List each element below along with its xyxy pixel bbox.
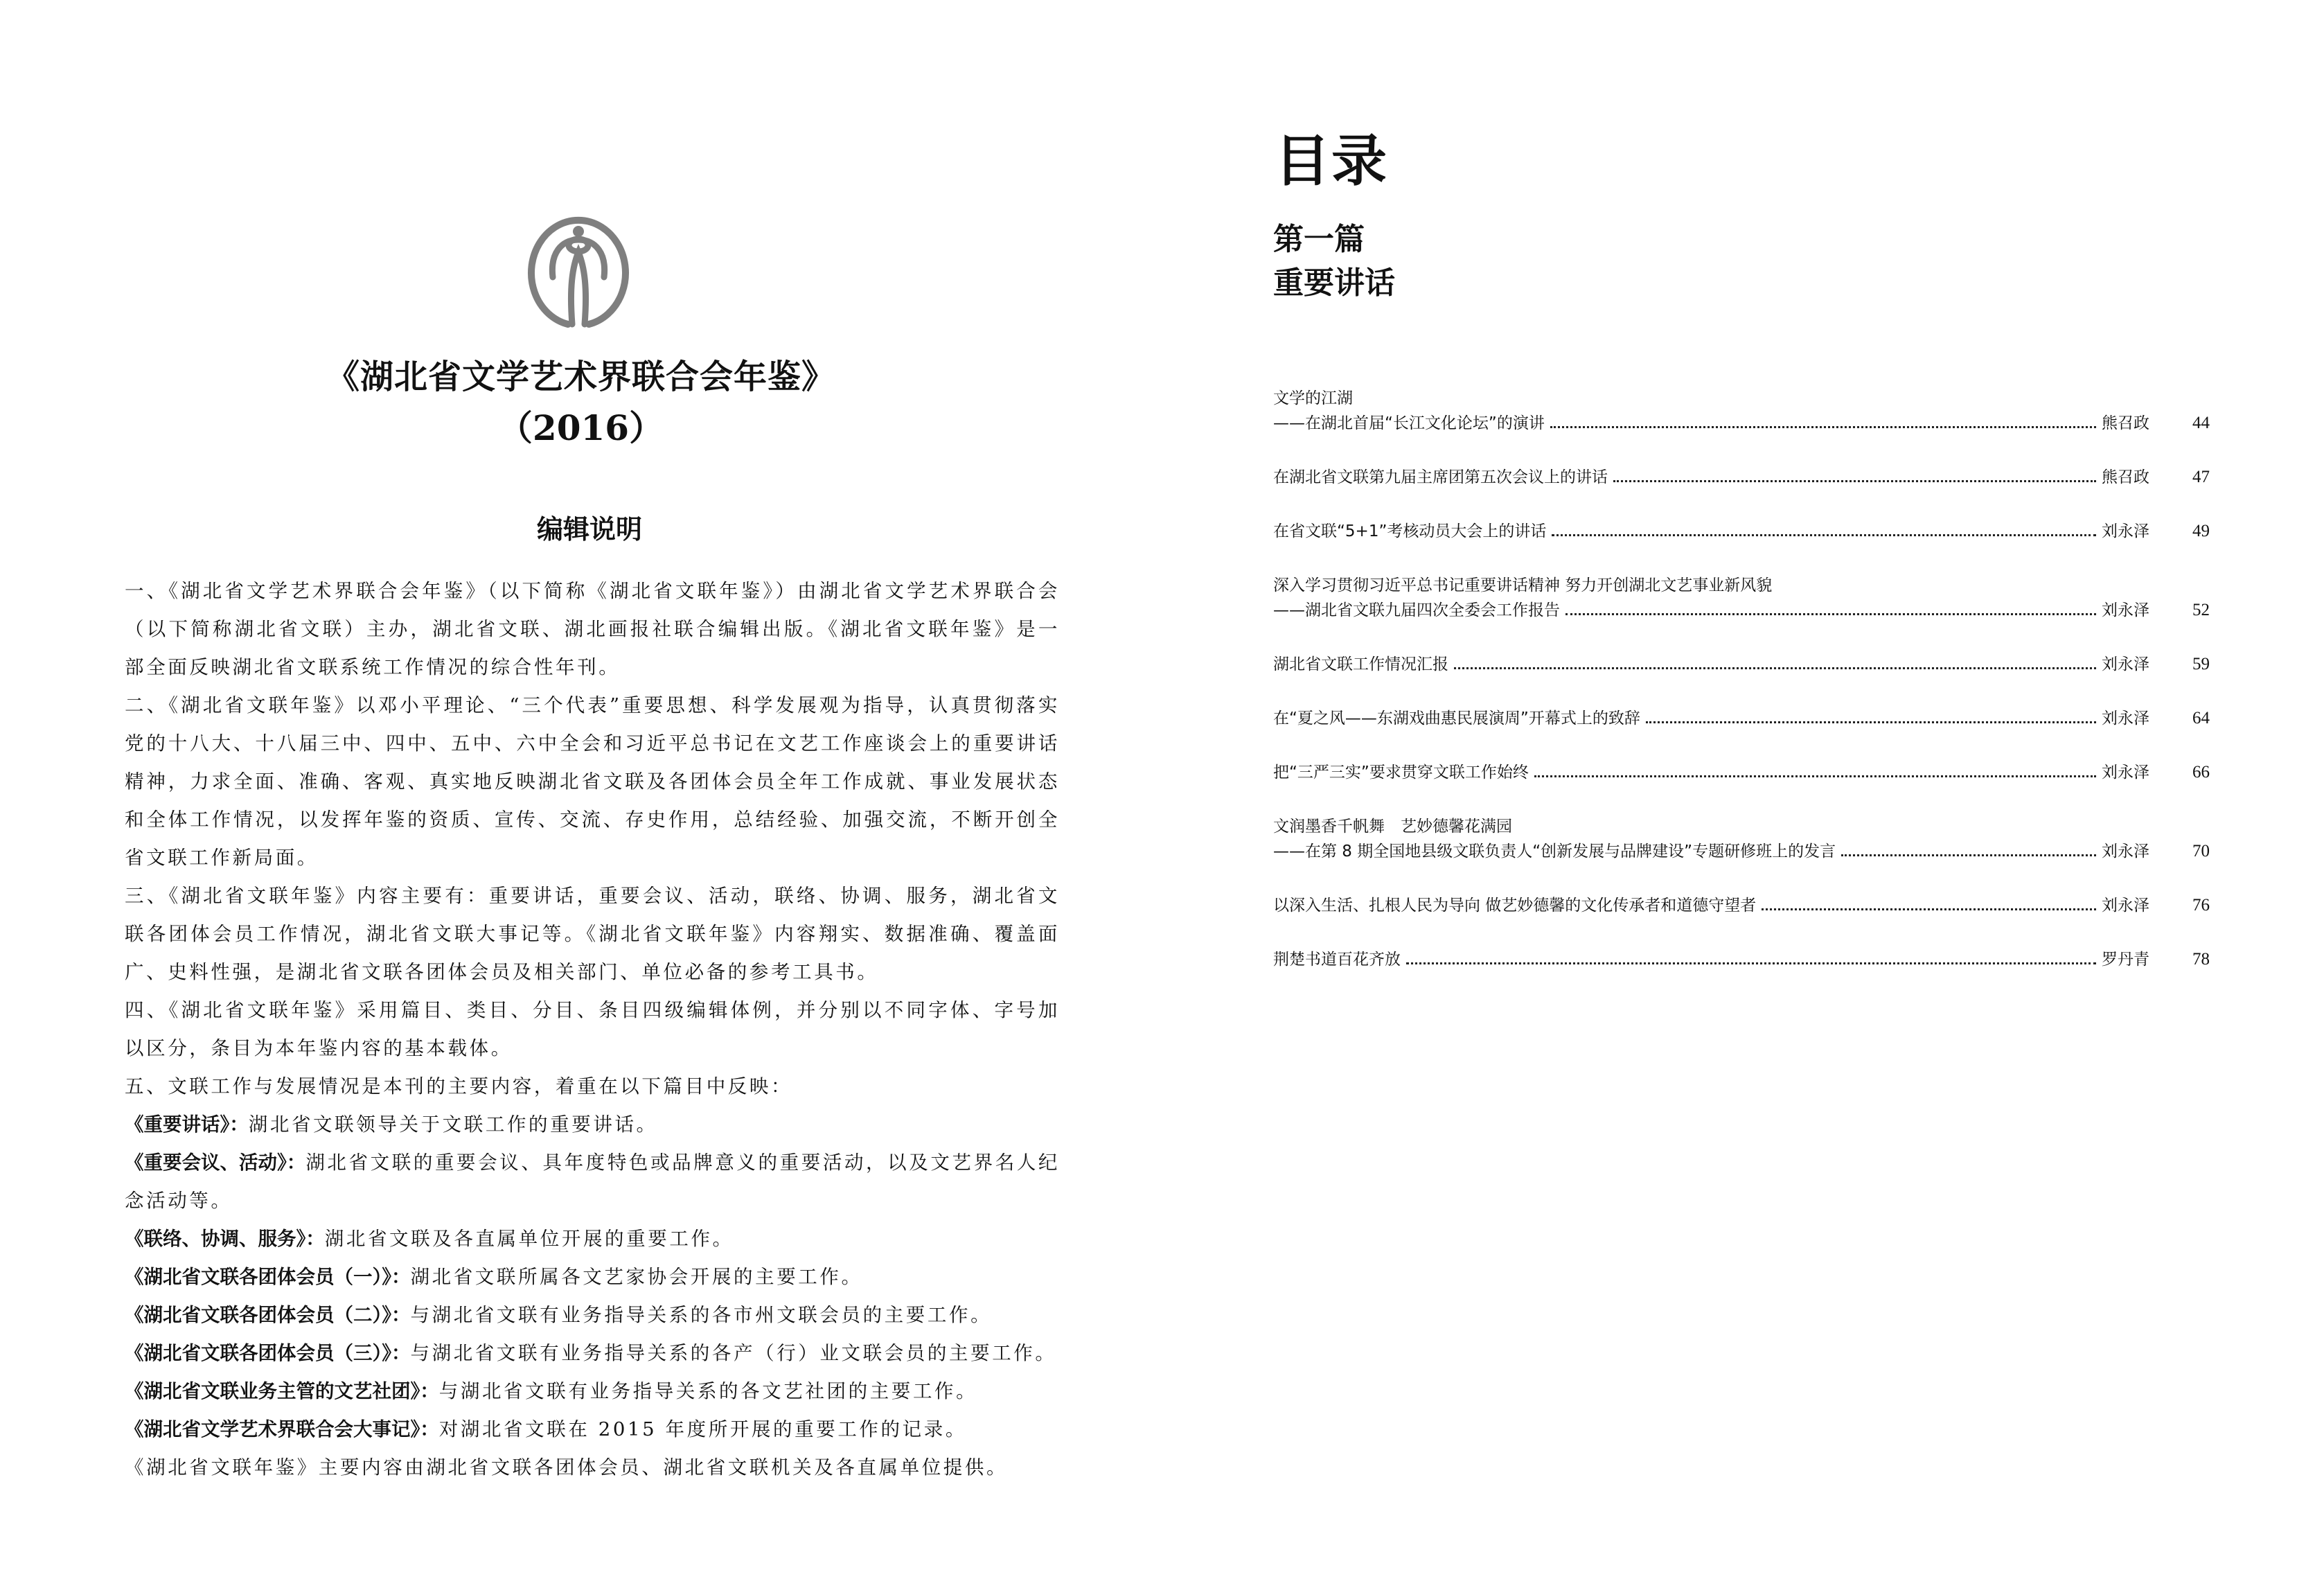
dot-leader [1565,612,2096,615]
toc-entry-page: 47 [2192,468,2210,486]
toc-entry-title: 把“三严三实”要求贯穿文联工作始终 [1273,764,1529,782]
section-description: 《湖北省文学艺术界联合会大事记》：对湖北省文联在 2015 年度所开展的重要工作的记录。 [125,1418,967,1440]
dot-leader [1534,775,2096,777]
section-label: 《湖北省文联各团体会员（三）》： [125,1342,411,1364]
toc-entry-subtitle: ——在第 8 期全国地县级文联负责人“创新发展与品牌建设”专题研修班上的发言 [1273,842,1836,861]
toc-entry-title: 深入学习贯彻习近平总书记重要讲话精神 努力开创湖北文艺事业新风貌 [1273,576,1773,594]
toc-entry-page: 52 [2192,601,2210,619]
dot-leader [1406,962,2096,964]
section-description: 《湖北省文联业务主管的文艺社团》：与湖北省文联有业务指导关系的各文艺社团的主要工作。 [125,1380,978,1402]
toc-entry-title: 在“夏之风——东湖戏曲惠民展演周”开幕式上的致辞 [1273,709,1640,727]
section-label: 《湖北省文联业务主管的文艺社团》： [125,1380,439,1402]
toc-entry-author: 罗丹青 [2102,951,2149,969]
toc-entry-author: 刘永泽 [2102,601,2149,619]
book-title: 《湖北省文学艺术界联合会年鉴》 [326,358,835,396]
toc-entry-title: 湖北省文联工作情况汇报 [1273,655,1448,673]
book-year: （2016） [497,407,664,448]
notes-paragraph: 三、《湖北省文联年鉴》内容主要有：重要讲话，重要会议、活动，联络、协调、服务，湖北省文联各团体会员工作情况，湖北省文联大事记等。《湖北省文联年鉴》内容翔实、数据准确、覆盖面广、史料性强，是湖北省文联各团体会员及相关部门、单位必备的参考工具书。 [125,885,1060,983]
notes-paragraph: 二、《湖北省文联年鉴》以邓小平理论、“三个代表”重要思想、科学发展观为指导，认真贯彻落实党的十八大、十八届三中、四中、五中、六中全会和习近平总书记在文艺工作座谈会上的重要讲话精神，力求全面、准确、客观、真实地反映湖北省文联及各团体会员全年工作成就、事业发展状态和全体工作情况，以发挥年鉴的资质、宣传、交流、存史作用，总结经验、加强交流，不断开创全省文联工作新局面。 [125,694,1060,869]
section-description: 《重要讲话》：湖北省文联领导关于文联工作的重要讲话。 [125,1113,658,1136]
toc-entry[interactable] [1273,759,2210,784]
toc-entry-page: 66 [2192,763,2210,782]
part-label: 第一篇 [1273,222,1365,257]
editorial-notes-heading: 编辑说明 [536,514,642,545]
section-description: 《湖北省文联各团体会员（三）》：与湖北省文联有业务指导关系的各产（行）业文联会员的主要工作。 [125,1342,1057,1364]
toc-entry-page: 76 [2192,896,2210,915]
section-label: 《联络、协调、服务》： [125,1228,325,1250]
toc-entry-author: 刘永泽 [2102,709,2149,727]
federation-emblem-icon [526,205,630,330]
toc-entry-author: 刘永泽 [2102,522,2149,540]
toc-entry[interactable] [1273,813,2210,863]
dot-leader [1550,425,2096,428]
notes-paragraph: 四、《湖北省文联年鉴》采用篇目、类目、分目、条目四级编辑体例，并分别以不同字体、字号加以区分，条目为本年鉴内容的基本载体。 [125,999,1060,1059]
dot-leader [1454,667,2096,669]
toc-entry-author: 熊召政 [2102,414,2149,432]
toc-entry-page: 64 [2192,709,2210,727]
section-description: 《联络、协调、服务》：湖北省文联及各直属单位开展的重要工作。 [125,1228,734,1250]
section-description: 《湖北省文联各团体会员（二）》：与湖北省文联有业务指导关系的各市州文联会员的主要工作。 [125,1304,993,1326]
dot-leader [1646,721,2096,723]
toc-entry[interactable] [1273,572,2210,622]
toc-entry[interactable] [1273,705,2210,730]
dot-leader [1552,533,2096,536]
notes-paragraph: 五、文联工作与发展情况是本刊的主要内容，着重在以下篇目中反映： [125,1075,793,1097]
toc-entry[interactable] [1273,651,2210,676]
toc-entry-author: 熊召政 [2102,468,2149,486]
section-label: 《湖北省文联各团体会员（二）》： [125,1304,411,1326]
toc-title: 目录 [1275,129,1388,193]
toc-entry-title: 文润墨香千帆舞 艺妙德馨花满园 [1273,818,1512,836]
toc-entry[interactable] [1273,892,2210,917]
section-label: 《重要讲话》： [125,1113,249,1136]
toc-entry-author: 刘永泽 [2102,842,2149,861]
section-description: 《重要会议、活动》：湖北省文联的重要会议、具年度特色或品牌意义的重要活动，以及文艺界名人纪念活动等。 [125,1152,1061,1212]
part-name: 重要讲话 [1273,265,1395,301]
dot-leader [1613,479,2096,482]
notes-paragraph: 《湖北省文联年鉴》主要内容由湖北省文联各团体会员、湖北省文联机关及各直属单位提供。 [125,1456,1009,1479]
table-of-contents [1273,385,2210,1000]
section-description: 《湖北省文联各团体会员（一）》：湖北省文联所属各文艺家协会开展的主要工作。 [125,1266,863,1288]
editorial-notes [125,572,1060,1487]
toc-entry-title: 在湖北省文联第九届主席团第五次会议上的讲话 [1273,468,1608,486]
toc-entry-page: 70 [2192,842,2210,861]
toc-entry-author: 刘永泽 [2102,655,2149,673]
toc-entry-subtitle: ——湖北省文联九届四次全委会工作报告 [1273,601,1560,619]
dot-leader [1762,908,2096,910]
toc-entry-subtitle: ——在湖北首届“长江文化论坛”的演讲 [1273,414,1545,432]
toc-entry-title: 以深入生活、扎根人民为导向 做艺妙德馨的文化传承者和道德守望者 [1273,897,1757,915]
toc-entry-title: 荆楚书道百花齐放 [1273,951,1401,969]
toc-entry-title: 在省文联“5+1”考核动员大会上的讲话 [1273,522,1547,540]
toc-entry-title: 文学的江湖 [1273,389,1353,407]
toc-entry-author: 刘永泽 [2102,764,2149,782]
section-label: 《湖北省文联各团体会员（一）》： [125,1266,411,1288]
toc-entry-page: 78 [2192,950,2210,969]
toc-entry-page: 49 [2192,522,2210,540]
section-label: 《重要会议、活动》： [125,1152,306,1174]
notes-paragraph: 一、《湖北省文学艺术界联合会年鉴》（以下简称《湖北省文联年鉴》）由湖北省文学艺术界联合会（以下简称湖北省文联）主办，湖北省文联、湖北画报社联合编辑出版。《湖北省文联年鉴》是一部全面反映湖北省文联系统工作情况的综合性年刊。 [125,580,1060,678]
toc-entry-page: 59 [2192,655,2210,673]
toc-entry-author: 刘永泽 [2102,897,2149,915]
toc-entry[interactable] [1273,385,2210,435]
toc-entry-page: 44 [2192,414,2210,432]
section-label: 《湖北省文学艺术界联合会大事记》： [125,1418,439,1440]
dot-leader [1841,854,2096,856]
toc-entry[interactable] [1273,464,2210,489]
toc-entry[interactable] [1273,946,2210,971]
toc-entry[interactable] [1273,518,2210,543]
